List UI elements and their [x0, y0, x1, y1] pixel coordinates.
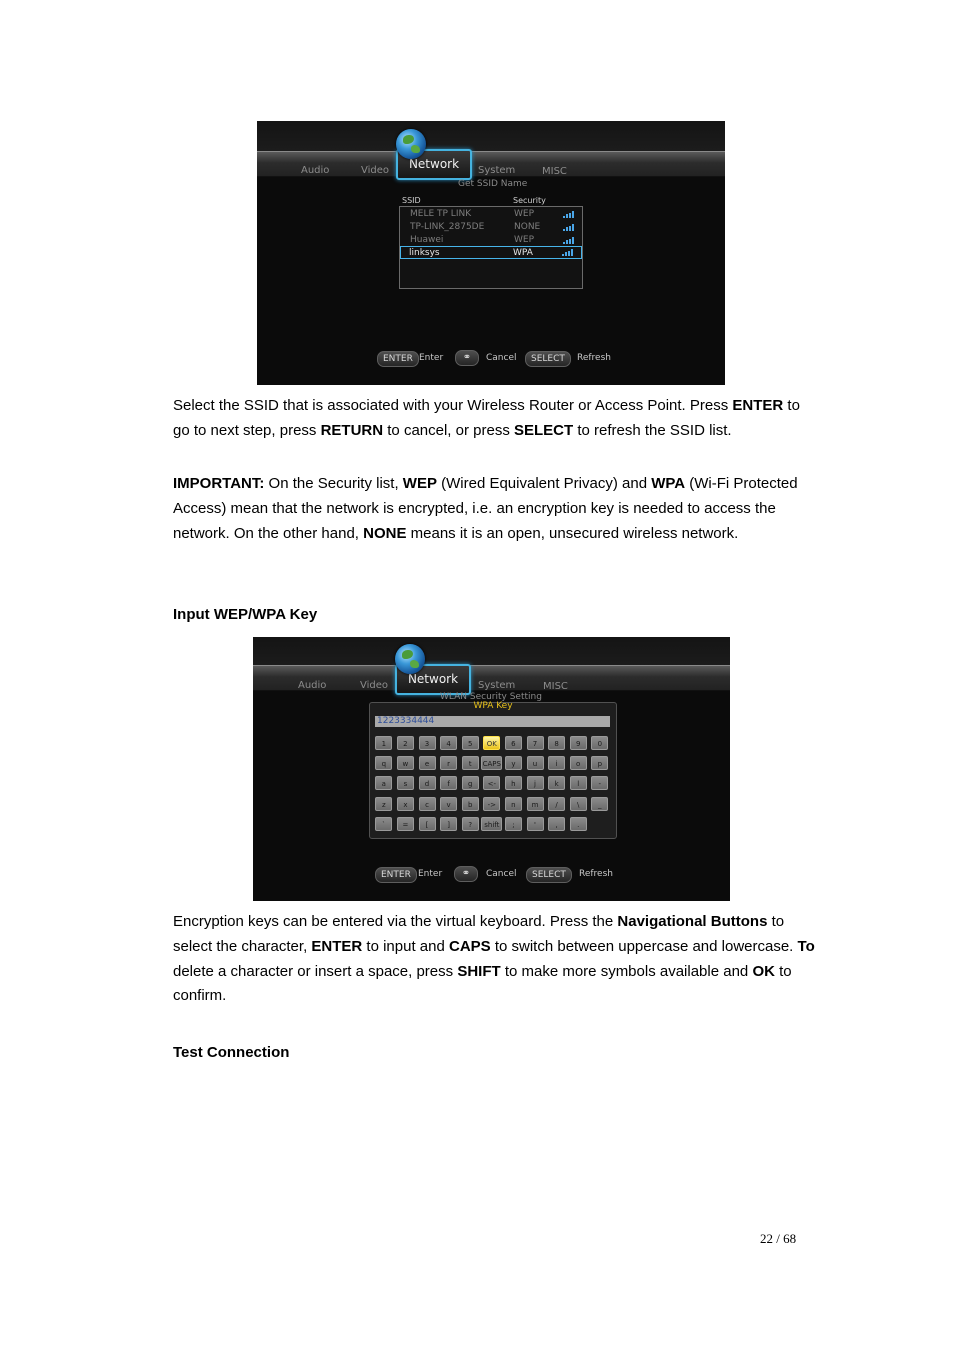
ssid-name: MELE TP LINK — [410, 209, 472, 219]
keyboard-key[interactable]: [ — [419, 817, 436, 831]
keyboard-key[interactable]: v — [440, 797, 457, 811]
keyboard-key[interactable]: 3 — [419, 736, 436, 750]
keyboard-key[interactable]: 4 — [440, 736, 457, 750]
keyboard-key[interactable]: g — [462, 776, 479, 790]
text: to select the character, — [173, 913, 785, 955]
ssid-name: Huawei — [410, 235, 444, 245]
ssid-instructions — [173, 394, 818, 444]
keyboard-key[interactable]: j — [527, 776, 544, 790]
keyboard-screenshot — [253, 637, 730, 901]
keyboard-key[interactable]: - — [591, 776, 608, 790]
globe-icon — [396, 129, 426, 159]
keyboard-key[interactable]: CAPS — [481, 756, 502, 770]
keyboard-key[interactable]: ; — [505, 817, 522, 831]
select-emphasis: SELECT — [514, 421, 574, 439]
text: to switch between uppercase and lowercase. — [490, 937, 798, 955]
wep-emphasis: WEP — [402, 475, 437, 492]
keyboard-key[interactable]: h — [505, 776, 522, 790]
return-emphasis: RETURN — [320, 421, 384, 439]
headset-icon: ⚭ — [454, 866, 478, 882]
text: to refresh the SSID list. — [573, 421, 732, 439]
headset-icon: ⚭ — [455, 350, 479, 366]
keyboard-key[interactable]: -> — [483, 797, 500, 811]
keyboard-key[interactable]: ] — [440, 817, 457, 831]
section-heading-test-connection: Test Connection — [173, 1044, 290, 1061]
text: to cancel, or press — [383, 421, 514, 439]
tab-system[interactable]: System — [478, 680, 516, 691]
text: (Wi-Fi Protected Access) mean that the network is encrypted, i.e. an encryption key is needed to access the network. On the other hand, — [173, 475, 798, 542]
keyboard-key[interactable]: = — [397, 817, 414, 831]
tab-misc[interactable]: MISC — [543, 681, 568, 692]
keyboard-key[interactable]: a — [375, 776, 392, 790]
refresh-label: Refresh — [577, 353, 611, 363]
keyboard-key[interactable]: 7 — [527, 736, 544, 750]
top-band — [257, 121, 725, 151]
keyboard-key[interactable]: , — [548, 817, 565, 831]
screen-subtitle: WLAN Security Setting — [440, 692, 542, 702]
keyboard-key[interactable]: . — [570, 817, 587, 831]
virtual-keyboard — [369, 702, 617, 839]
text: to go to next step, press — [173, 397, 800, 439]
keyboard-key[interactable]: OK — [483, 736, 500, 750]
to-emphasis: To — [797, 937, 815, 955]
ssid-security: WPA — [513, 248, 533, 258]
keyboard-key[interactable]: c — [419, 797, 436, 811]
keyboard-key[interactable]: q — [375, 756, 392, 770]
text: to input and — [362, 937, 449, 955]
keyboard-key[interactable]: _ — [591, 797, 608, 811]
section-heading-wep-wpa-key: Input WEP/WPA Key — [173, 606, 318, 623]
ssid-column-header: SSID — [402, 196, 421, 205]
text: (Wired Equivalent Privacy) and — [436, 475, 652, 492]
text: Encryption keys can be entered via the virtual keyboard. Press the — [173, 913, 618, 930]
ssid-row[interactable] — [400, 221, 582, 234]
keyboard-key[interactable]: / — [548, 797, 565, 811]
keyboard-key[interactable]: 9 — [570, 736, 587, 750]
globe-icon — [395, 644, 425, 674]
keyboard-key[interactable]: n — [505, 797, 522, 811]
ssid-security: WEP — [514, 209, 535, 219]
tab-misc[interactable]: MISC — [542, 166, 567, 177]
keyboard-key[interactable]: 6 — [505, 736, 522, 750]
security-column-header: Security — [513, 196, 546, 205]
text: to confirm. — [173, 962, 792, 1005]
ssid-name: TP-LINK_2875DE — [410, 222, 485, 232]
wpa-emphasis: WPA — [651, 475, 686, 492]
shift-emphasis: SHIFT — [457, 962, 501, 980]
enter-emphasis: ENTER — [732, 397, 784, 414]
keyboard-key[interactable]: y — [505, 756, 522, 770]
tab-video[interactable]: Video — [361, 165, 390, 176]
enter-label: Enter — [419, 353, 444, 363]
keyboard-key[interactable]: m — [527, 797, 544, 811]
keyboard-key[interactable]: r — [440, 756, 457, 770]
keyboard-key[interactable]: f — [440, 776, 457, 790]
enter-key-badge: ENTER — [377, 351, 419, 367]
keyboard-key[interactable]: k — [548, 776, 565, 790]
important-note — [173, 472, 818, 546]
keyboard-key[interactable]: ' — [527, 817, 544, 831]
ssid-row[interactable] — [400, 208, 582, 221]
tab-system[interactable]: System — [478, 165, 516, 176]
keyboard-key[interactable]: o — [570, 756, 587, 770]
keyboard-key[interactable]: x — [397, 797, 414, 811]
cancel-label: Cancel — [486, 869, 517, 879]
keyboard-key[interactable]: shift — [481, 817, 502, 831]
ok-emphasis: OK — [752, 962, 775, 980]
keyboard-key[interactable]: d — [419, 776, 436, 790]
keyboard-key[interactable]: 5 — [462, 736, 479, 750]
nav-buttons-emphasis: Navigational Buttons — [617, 913, 768, 930]
keyboard-key[interactable]: l — [570, 776, 587, 790]
page-number: 22 / 68 — [760, 1231, 797, 1246]
keyboard-key[interactable]: t — [462, 756, 479, 770]
wpa-key-input[interactable]: 1223334444 — [375, 716, 610, 727]
keyboard-key[interactable]: 1 — [375, 736, 392, 750]
signal-icon — [563, 211, 573, 218]
dialog-title: WPA Key — [473, 701, 513, 711]
top-band — [253, 637, 730, 667]
text: to make more symbols available and — [500, 962, 753, 980]
tab-audio[interactable]: Audio — [301, 165, 330, 176]
enter-key-badge: ENTER — [375, 867, 417, 883]
keyboard-key[interactable]: 2 — [397, 736, 414, 750]
keyboard-key[interactable]: 8 — [548, 736, 565, 750]
ssid-security: NONE — [514, 222, 541, 232]
ssid-security: WEP — [514, 235, 535, 245]
none-emphasis: NONE — [363, 524, 407, 542]
keyboard-key[interactable]: 0 — [591, 736, 608, 750]
tab-network[interactable]: Network — [396, 149, 472, 180]
select-key-badge: SELECT — [525, 351, 571, 367]
tab-audio[interactable]: Audio — [298, 680, 327, 691]
caps-emphasis: CAPS — [448, 937, 491, 955]
text: means it is an open, unsecured wireless network. — [406, 524, 739, 542]
screen-subtitle: Get SSID Name — [458, 179, 528, 189]
signal-icon — [563, 237, 573, 244]
text: On the Security list, — [264, 475, 403, 492]
cancel-label: Cancel — [486, 353, 517, 363]
keyboard-key[interactable]: s — [397, 776, 414, 790]
keyboard-key[interactable]: i — [548, 756, 565, 770]
text: Select the SSID that is associated with your Wireless Router or Access Point. Press — [173, 397, 733, 414]
keyboard-instructions — [173, 910, 818, 1009]
important-label: IMPORTANT: — [173, 475, 265, 492]
select-key-badge: SELECT — [526, 867, 572, 883]
keyboard-key[interactable]: w — [397, 756, 414, 770]
text: delete a character or insert a space, press — [173, 962, 458, 980]
enter-label: Enter — [418, 869, 443, 879]
keyboard-key[interactable]: b — [462, 797, 479, 811]
signal-icon — [562, 249, 572, 256]
keyboard-key[interactable]: u — [527, 756, 544, 770]
keyboard-key[interactable]: z — [375, 797, 392, 811]
enter-emphasis: ENTER — [311, 937, 363, 955]
refresh-label: Refresh — [579, 869, 613, 879]
keyboard-key[interactable]: ` — [375, 817, 392, 831]
signal-icon — [563, 224, 573, 231]
tab-network[interactable]: Network — [395, 664, 471, 695]
keyboard-key[interactable]: ? — [462, 817, 479, 831]
ssid-row-selected[interactable] — [400, 246, 582, 259]
ssid-name: linksys — [409, 248, 440, 258]
tab-video[interactable]: Video — [360, 680, 389, 691]
keyboard-key[interactable]: \ — [570, 797, 587, 811]
ssid-list — [399, 206, 583, 289]
keyboard-key[interactable]: p — [591, 756, 608, 770]
keyboard-key[interactable]: e — [419, 756, 436, 770]
keyboard-key[interactable]: <- — [483, 776, 500, 790]
ssid-screenshot — [257, 121, 725, 385]
